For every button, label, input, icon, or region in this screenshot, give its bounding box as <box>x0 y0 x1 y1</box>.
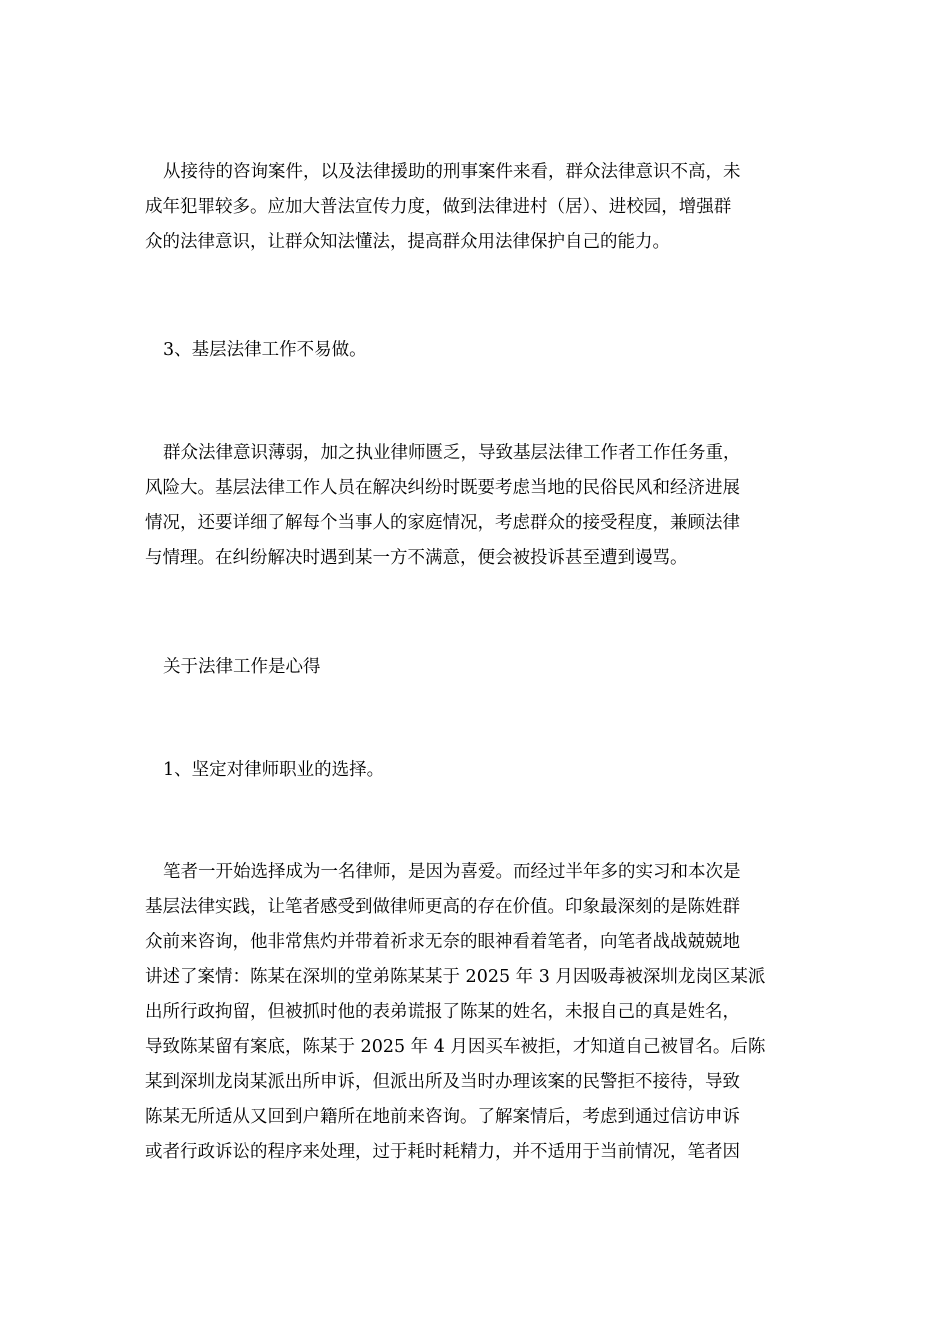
text-line: 某到深圳龙岗某派出所申诉，但派出所及当时办理该案的民警拒不接待，导致 <box>145 1072 740 1092</box>
text-line: 基层法律实践，让笔者感受到做律师更高的存在价值。印象最深刻的是陈姓群 <box>145 897 740 917</box>
section-title <box>145 650 805 685</box>
text-line: 或者行政诉讼的程序来处理，过于耗时耗精力，并不适用于当前情况，笔者因 <box>145 1142 740 1162</box>
text-line: 众的法律意识，让群众知法懂法，提高群众用法律保护自己的能力。 <box>145 232 670 252</box>
text-line: 风险大。基层法律工作人员在解决纠纷时既要考虑当地的民俗民风和经济进展 <box>145 478 740 498</box>
text-line: 陈某无所适从又回到户籍所在地前来咨询。了解案情后，考虑到通过信访申诉 <box>145 1107 740 1127</box>
text-line: 出所行政拘留，但被抓时他的表弟谎报了陈某的姓名，未报自己的真是姓名， <box>145 1002 740 1022</box>
text-line: 群众法律意识薄弱，加之执业律师匮乏，导致基层法律工作者工作任务重， <box>163 443 741 463</box>
paragraph-grassroots-difficulty <box>145 436 805 576</box>
text-line: 导致陈某留有案底，陈某于 2025 年 4 月因买车被拒，才知道自己被冒名。后陈 <box>145 1037 766 1057</box>
text-line: 笔者一开始选择成为一名律师，是因为喜爱。而经过半年多的实习和本次是 <box>163 862 741 882</box>
text-line: 与情理。在纠纷解决时遇到某一方不满意，便会被投诉甚至遭到谩骂。 <box>145 548 688 568</box>
text-line: 3、基层法律工作不易做。 <box>163 340 367 360</box>
text-line: 成年犯罪较多。应加大普法宣传力度，做到法律进村（居）、进校园，增强群 <box>145 197 732 217</box>
heading-grassroots-work <box>145 333 805 368</box>
text-line: 情况，还要详细了解每个当事人的家庭情况，考虑群众的接受程度，兼顾法律 <box>145 513 740 533</box>
text-line: 1、坚定对律师职业的选择。 <box>163 760 385 780</box>
heading-career-choice <box>145 753 805 788</box>
text-line: 讲述了案情：陈某在深圳的堂弟陈某某于 2025 年 3 月因吸毒被深圳龙岗区某派 <box>145 967 766 987</box>
text-line: 从接待的咨询案件，以及法律援助的刑事案件来看，群众法律意识不高，未 <box>163 162 741 182</box>
paragraph-legal-awareness <box>145 155 805 260</box>
text-line: 众前来咨询，他非常焦灼并带着祈求无奈的眼神看着笔者，向笔者战战兢兢地 <box>145 932 740 952</box>
paragraph-career-story <box>145 855 805 1170</box>
text-line: 关于法律工作是心得 <box>163 657 321 677</box>
